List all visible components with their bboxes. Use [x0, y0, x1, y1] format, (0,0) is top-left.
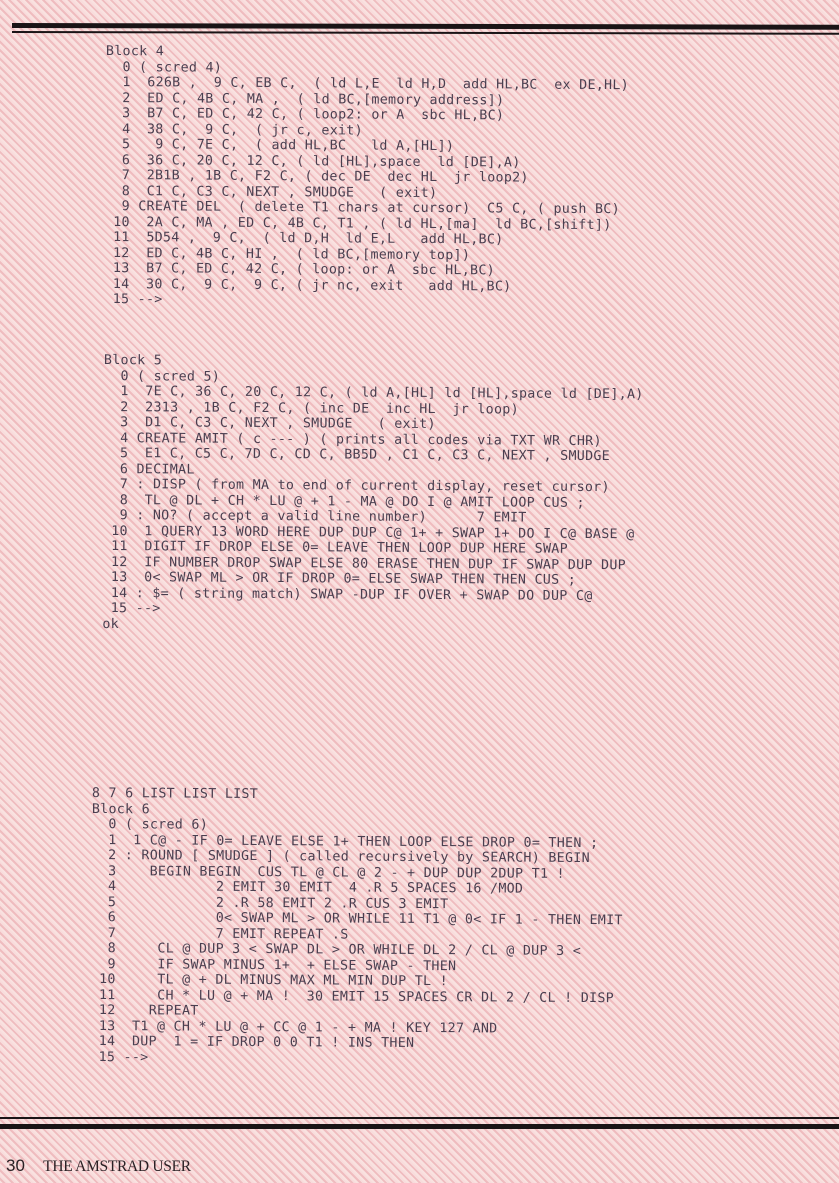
code-line: 1 7E C, 36 C, 20 C, 12 C, ( ld A,[HL] ld [HL],space ld [DE],A) — [103, 383, 644, 403]
code-line: 9 : NO? ( accept a valid line number) 7 EMIT — [102, 507, 527, 526]
code-listing-block-4 — [104, 44, 629, 311]
top-rule-thick — [12, 23, 839, 30]
code-line: 8 CL @ DUP 3 < SWAP DL > OR WHILE DL 2 / CL @ DUP 3 < — [90, 940, 582, 959]
code-line: 7 7 EMIT REPEAT .S — [91, 925, 349, 943]
code-line: 8 TL @ DL + CH * LU @ + 1 - MA @ DO I @ AMIT LOOP CUS ; — [103, 492, 585, 511]
code-line: 0 ( scred 6) — [91, 816, 209, 833]
code-line: 0 ( scred 5) — [103, 368, 221, 385]
code-line: 14 DUP 1 = IF DROP 0 0 T1 ! INS THEN — [90, 1033, 415, 1051]
code-line: 12 ED C, 4B C, HI , ( ld BC,[memory top]) — [104, 245, 471, 263]
code-line: 9 CREATE DEL ( delete T1 chars at cursor) C5 C, ( push BC) — [104, 198, 620, 218]
code-line: 2 ED C, 4B C, MA , ( ld BC,[memory address]) — [105, 90, 505, 108]
code-line: 14 30 C, 9 C, 9 C, ( jr nc, exit add HL,BC) — [104, 276, 512, 294]
code-line: 15 --> — [90, 1049, 149, 1065]
code-line: 1 626B , 9 C, EB C, ( ld L,E ld H,D add HL,BC ex DE,HL) — [105, 74, 630, 94]
code-line: 6 0< SWAP ML > OR WHILE 11 T1 @ 0< IF 1 - THEN EMIT — [91, 909, 623, 929]
code-line: Block 6 — [91, 801, 151, 817]
code-line: 6 DECIMAL — [103, 461, 195, 478]
code-line: 8 C1 C, C3 C, NEXT , SMUDGE ( exit) — [105, 183, 438, 201]
code-line: 5 9 C, 7E C, ( add HL,BC ld A,[HL]) — [105, 136, 455, 155]
code-line: 2 : ROUND [ SMUDGE ] ( called recursively by SEARCH) BEGIN — [91, 847, 590, 867]
code-listing-block-6 — [90, 786, 623, 1068]
code-line: 8 7 6 LIST LIST LIST — [91, 786, 259, 803]
code-line: 10 1 QUERY 13 WORD HERE DUP DUP C@ 1+ + SWAP 1+ DO I C@ BASE @ — [102, 523, 635, 542]
code-line: ok — [102, 616, 120, 632]
code-line: 3 B7 C, ED C, 42 C, ( loop2: or A sbc HL,BC) — [105, 105, 505, 124]
publication-name: THE AMSTRAD USER — [43, 1158, 191, 1175]
code-line: 4 38 C, 9 C, ( jr c, exit) — [105, 121, 363, 139]
code-line: 1 1 C@ - IF 0= LEAVE ELSE 1+ THEN LOOP ELSE DROP 0= THEN ; — [91, 832, 599, 851]
page-number: 30 — [6, 1156, 25, 1175]
code-line: 10 2A C, MA , ED C, 4B C, T1 , ( ld HL,[ma] ld BC,[shift]) — [104, 214, 612, 233]
code-line: 3 D1 C, C3 C, NEXT , SMUDGE ( exit) — [103, 414, 436, 433]
code-listing-block-5 — [102, 353, 644, 635]
bottom-rule-thick — [0, 1124, 839, 1129]
code-line: 4 2 EMIT 30 EMIT 4 .R 5 SPACES 16 /MOD — [91, 878, 524, 897]
code-line: Block 5 — [103, 353, 163, 369]
code-line: 3 BEGIN BEGIN CUS TL @ CL @ 2 - + DUP DUP 2DUP T1 ! — [91, 863, 565, 882]
code-line: 10 TL @ + DL MINUS MAX ML MIN DUP TL ! — [90, 971, 448, 990]
code-line: 7 : DISP ( from MA to end of current display, reset cursor) — [103, 476, 610, 496]
bottom-rule-thin — [0, 1117, 839, 1119]
code-line: Block 4 — [105, 44, 165, 60]
code-line: 12 REPEAT — [90, 1002, 199, 1019]
code-line: 13 B7 C, ED C, 42 C, ( loop: or A sbc HL,BC) — [104, 260, 496, 279]
code-line: 5 E1 C, C5 C, 7D C, CD C, BB5D , C1 C, C3 C, NEXT , SMUDGE — [103, 445, 611, 465]
code-line: 13 T1 @ CH * LU @ + CC @ 1 - + MA ! KEY 127 AND — [90, 1018, 498, 1036]
code-line: 5 2 .R 58 EMIT 2 .R CUS 3 EMIT — [91, 894, 449, 912]
code-line: 11 CH * LU @ + MA ! 30 EMIT 15 SPACES CR DL 2 / CL ! DISP — [90, 987, 615, 1006]
code-line: 9 IF SWAP MINUS 1+ + ELSE SWAP - THEN — [90, 956, 457, 974]
code-line: 13 0< SWAP ML > OR IF DROP 0= ELSE SWAP THEN THEN CUS ; — [102, 569, 577, 588]
code-line: 14 : $= ( string match) SWAP -DUP IF OVER + SWAP DO DUP C@ — [102, 585, 593, 604]
code-line: 11 DIGIT IF DROP ELSE 0= LEAVE THEN LOOP DUP HERE SWAP — [102, 538, 568, 557]
code-line: 7 2B1B , 1B C, F2 C, ( dec DE dec HL jr loop2) — [105, 167, 529, 186]
code-line: 11 5D54 , 9 C, ( ld D,H ld E,L add HL,BC) — [104, 229, 504, 248]
page-footer — [6, 1156, 191, 1176]
code-line: 4 CREATE AMIT ( c --- ) ( prints all codes via TXT WR CHR) — [103, 430, 602, 449]
code-line: 15 --> — [104, 291, 163, 308]
code-line: 12 IF NUMBER DROP SWAP ELSE 80 ERASE THEN DUP IF SWAP DUP DUP — [102, 554, 627, 573]
code-line: 2 2313 , 1B C, F2 C, ( inc DE inc HL jr loop) — [103, 399, 519, 418]
code-line: 6 36 C, 20 C, 12 C, ( ld [HL],space ld [DE],A) — [105, 152, 521, 171]
top-rule-thin — [12, 31, 839, 35]
code-line: 0 ( scred 4) — [105, 59, 223, 76]
code-line: 15 --> — [102, 600, 161, 617]
